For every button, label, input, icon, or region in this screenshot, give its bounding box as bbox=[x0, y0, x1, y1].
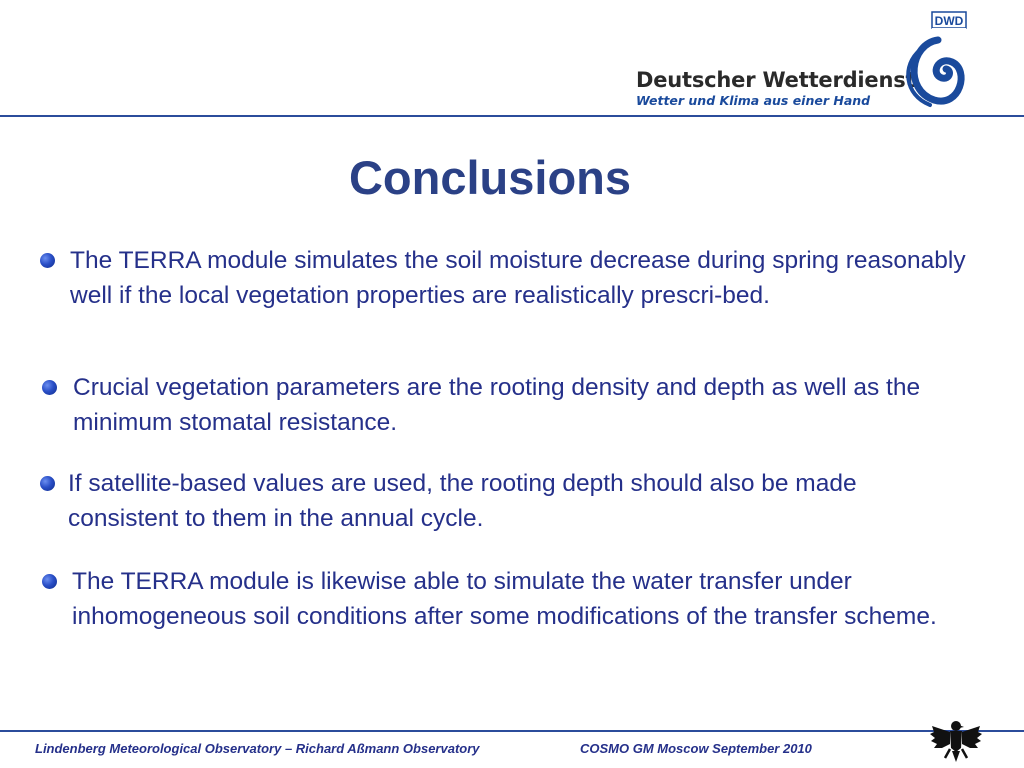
header-tagline: Wetter und Klima aus einer Hand bbox=[636, 93, 871, 108]
bullet-dot-icon bbox=[42, 574, 57, 589]
footer-event: COSMO GM Moscow September 2010 bbox=[580, 741, 812, 756]
bullet-dot-icon bbox=[40, 476, 55, 491]
slide-title: Conclusions bbox=[348, 151, 632, 204]
bullet-dot-icon bbox=[42, 380, 57, 395]
bullet-item-2: Crucial vegetation parameters are the rooting density and depth as well as the minimum stomatal resistance. bbox=[73, 374, 921, 436]
bullet-dot-icon bbox=[40, 253, 55, 268]
footer-divider bbox=[0, 730, 1024, 732]
federal-eagle-icon bbox=[928, 718, 984, 766]
header-divider bbox=[0, 115, 1024, 117]
bullet-item-4: The TERRA module is likewise able to simulate the water transfer under inhomogeneous soil conditions after some modifications of the transfer scheme. bbox=[72, 568, 937, 630]
header-org-name: Deutscher Wetterdienst bbox=[636, 68, 916, 92]
bullet-item-3: If satellite-based values are used, the rooting depth should also be made consistent to them in the annual cycle. bbox=[68, 470, 857, 532]
footer-observatory: Lindenberg Meteorological Observatory – Richard Aßmann Observatory bbox=[35, 741, 480, 756]
bullet-item-1: The TERRA module simulates the soil moisture decrease during spring reasonably well if the local vegetation properties are realistically prescri-bed. bbox=[70, 247, 966, 309]
dwd-logo-icon bbox=[890, 10, 970, 110]
logo-text: DWD bbox=[934, 14, 964, 28]
